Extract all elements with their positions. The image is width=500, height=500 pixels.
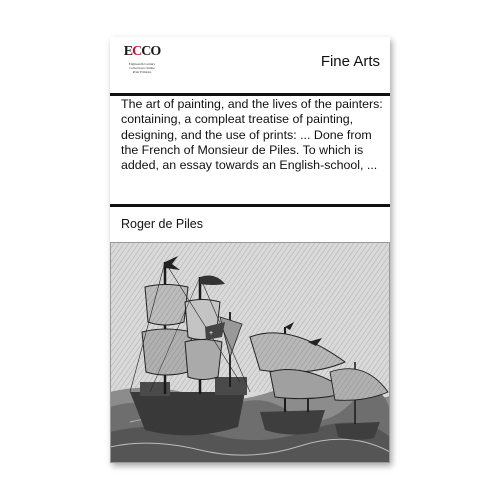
bottom-divider — [110, 204, 390, 207]
ecco-logo-mark: ECCO — [123, 44, 161, 59]
svg-text:+: + — [209, 330, 214, 337]
ship-engraving-illustration — [110, 242, 390, 463]
ecco-logo-subtitle: Eighteenth Century Collections Online Print Editions — [128, 62, 156, 75]
series-label: Fine Arts — [320, 53, 380, 70]
book-cover — [110, 37, 390, 463]
book-title: The art of painting, and the lives of the painters: containing, a compleat treatise of painting, designing, and the use of prints: ... Done from the French of Monsieur de Piles. To which is added, an essay towards an English-school, ... — [121, 97, 383, 173]
sailing-ships-image — [110, 242, 390, 463]
book-author: Roger de Piles — [121, 217, 203, 231]
top-divider — [110, 93, 390, 96]
